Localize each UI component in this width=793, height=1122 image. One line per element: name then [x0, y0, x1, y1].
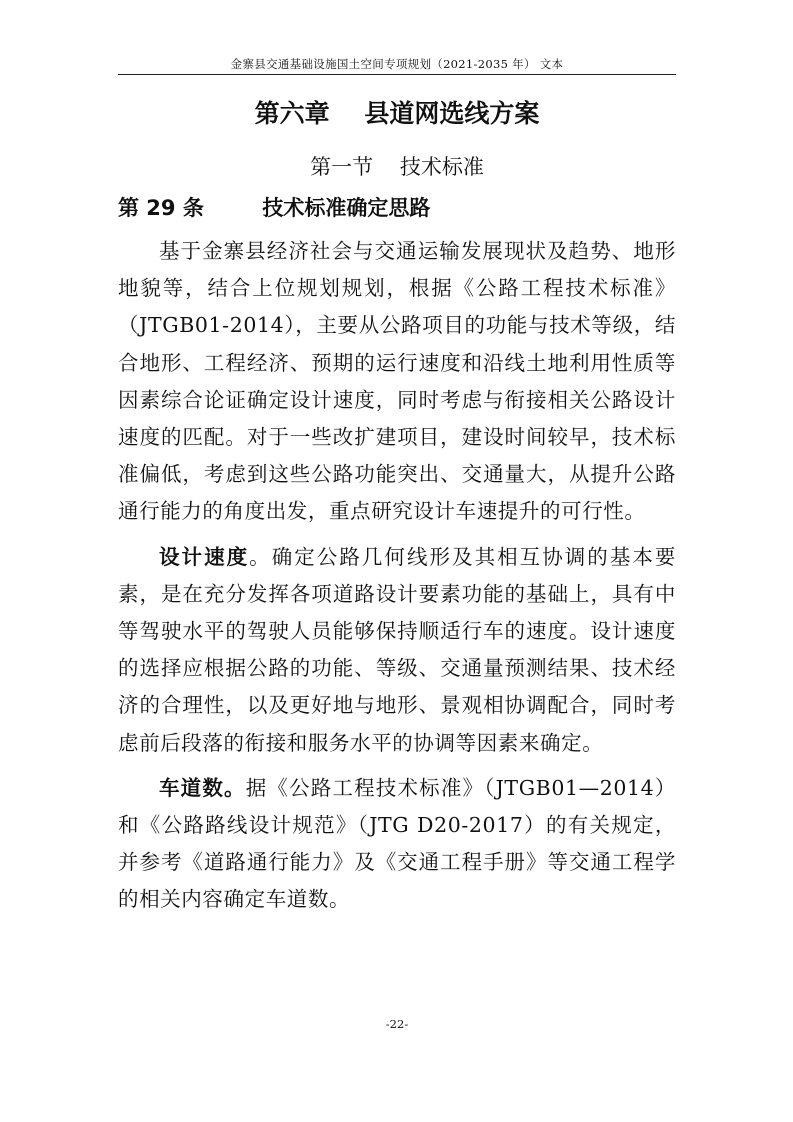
page-number: -22-: [385, 1017, 409, 1031]
paragraph-design-speed: [118, 539, 676, 762]
header-divider: [118, 74, 676, 75]
page-header: 金寨县交通基础设施国土空间专项规划（2021-2035 年） 文本: [230, 57, 564, 71]
article-body: [118, 233, 676, 927]
design-speed-term: 设计速度: [159, 544, 250, 569]
article-title: 第 29 条 技术标准确定思路: [118, 196, 431, 220]
lane-count-text: 据《公路工程技术标准》（JTGB01—2014）和《公路路线设计规范》（JTG D20-2017）的有关规定，并参考《道路通行能力》及《交通工程手册》等交通工程学的相关内容确定车道数。: [118, 775, 676, 912]
section-title: 第一节 技术标准: [310, 155, 484, 179]
paragraph-basis: 基于金寨县经济社会与交通运输发展现状及趋势、地形地貌等，结合上位规划规划，根据《公路工程技术标准》（JTGB01-2014），主要从公路项目的功能与技术等级，结合地形、工程经济、预期的运行速度和沿线土地利用性质等因素综合论证确定设计速度，同时考虑与衔接相关公路设计速度的匹配。对于一些改扩建项目，建设时间较早，技术标准偏低，考虑到这些公路功能突出、交通量大，从提升公路通行能力的角度出发，重点研究设计车速提升的可行性。: [118, 239, 676, 524]
design-speed-text: 。确定公路几何线形及其相互协调的基本要素，是在充分发挥各项道路设计要素功能的基础上，具有中等驾驶水平的驾驶人员能够保持顺适行车的速度。设计速度的选择应根据公路的功能、等级、交通量预测结果、技术经济的合理性，以及更好地与地形、景观相协调配合，同时考虑前后段落的衔接和服务水平的协调等因素来确定。: [118, 544, 676, 755]
lane-count-term: 车道数。: [159, 775, 246, 800]
paragraph-lane-count: [118, 770, 676, 919]
chapter-title: 第六章 县道网选线方案: [254, 99, 540, 128]
